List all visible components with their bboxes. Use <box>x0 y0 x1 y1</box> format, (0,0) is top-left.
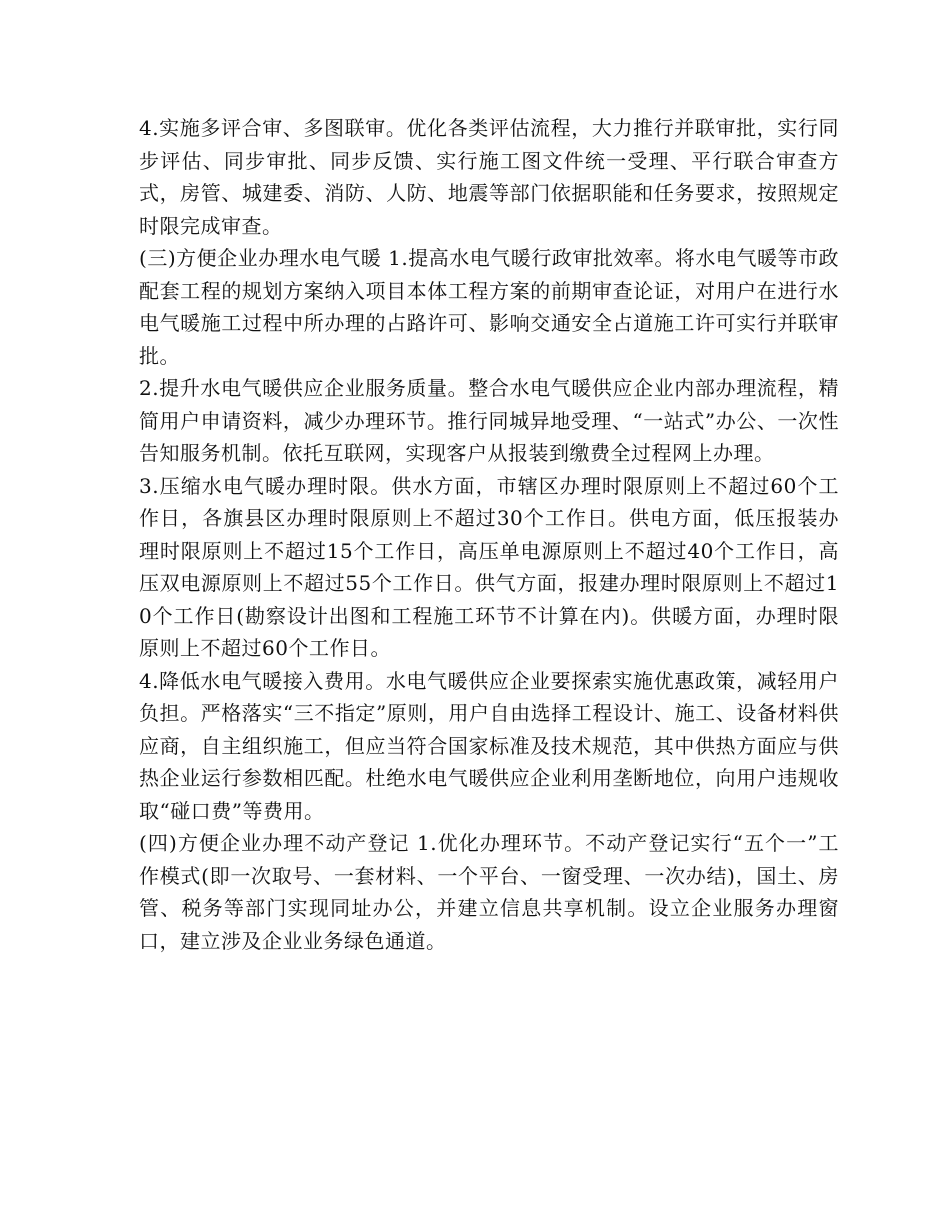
paragraph-section-3-utilities: (三)方便企业办理水电气暖 1.提高水电气暖行政审批效率。将水电气暖等市政配套工程的规划方案纳入项目本体工程方案的前期审查论证，对用户在进行水电气暖施工过程中所办理的占路许可、影响交通安全占道施工许可实行并联审批。 <box>139 246 839 368</box>
paragraph-item-3-time-limits: 3.压缩水电气暖办理时限。供水方面，市辖区办理时限原则上不超过60个工作日，各旗县区办理时限原则上不超过30个工作日。供电方面，低压报装办理时限原则上不超过15个工作日，高压单电源原则上不超过40个工作日，高压双电源原则上不超过55个工作日。供气方面，报建办理时限原则上不超过10个工作日(勘察设计出图和工程施工环节不计算在内)。供暖方面，办理时限原则上不超过60个工作日。 <box>139 473 839 660</box>
paragraph-section-4-property-registration: (四)方便企业办理不动产登记 1.优化办理环节。不动产登记实行“五个一”工作模式(即一次取号、一套材料、一个平台、一窗受理、一次办结)，国土、房管、税务等部门实现同址办公，并建立信息共享机制。设立企业服务办理窗口，建立涉及企业业务绿色通道。 <box>139 831 839 953</box>
paragraph-item-4-access-fees: 4.降低水电气暖接入费用。水电气暖供应企业要探索实施优惠政策，减轻用户负担。严格落实“三不指定”原则，用户自由选择工程设计、施工、设备材料供应商，自主组织施工，但应当符合国家标准及技术规范，其中供热方面应与供热企业运行参数相匹配。杜绝水电气暖供应企业利用垄断地位，向用户违规收取“碰口费”等费用。 <box>139 668 839 823</box>
document-page <box>139 112 839 957</box>
paragraph-item-2-service-quality: 2.提升水电气暖供应企业服务质量。整合水电气暖供应企业内部办理流程，精简用户申请资料，减少办理环节。推行同城异地受理、“一站式”办公、一次性告知服务机制。依托互联网，实现客户从报装到缴费全过程网上办理。 <box>139 376 839 465</box>
paragraph-item-4-multi-review: 4.实施多评合审、多图联审。优化各类评估流程，大力推行并联审批，实行同步评估、同步审批、同步反馈、实行施工图文件统一受理、平行联合审查方式，房管、城建委、消防、人防、地震等部门依据职能和任务要求，按照规定时限完成审查。 <box>139 116 839 238</box>
